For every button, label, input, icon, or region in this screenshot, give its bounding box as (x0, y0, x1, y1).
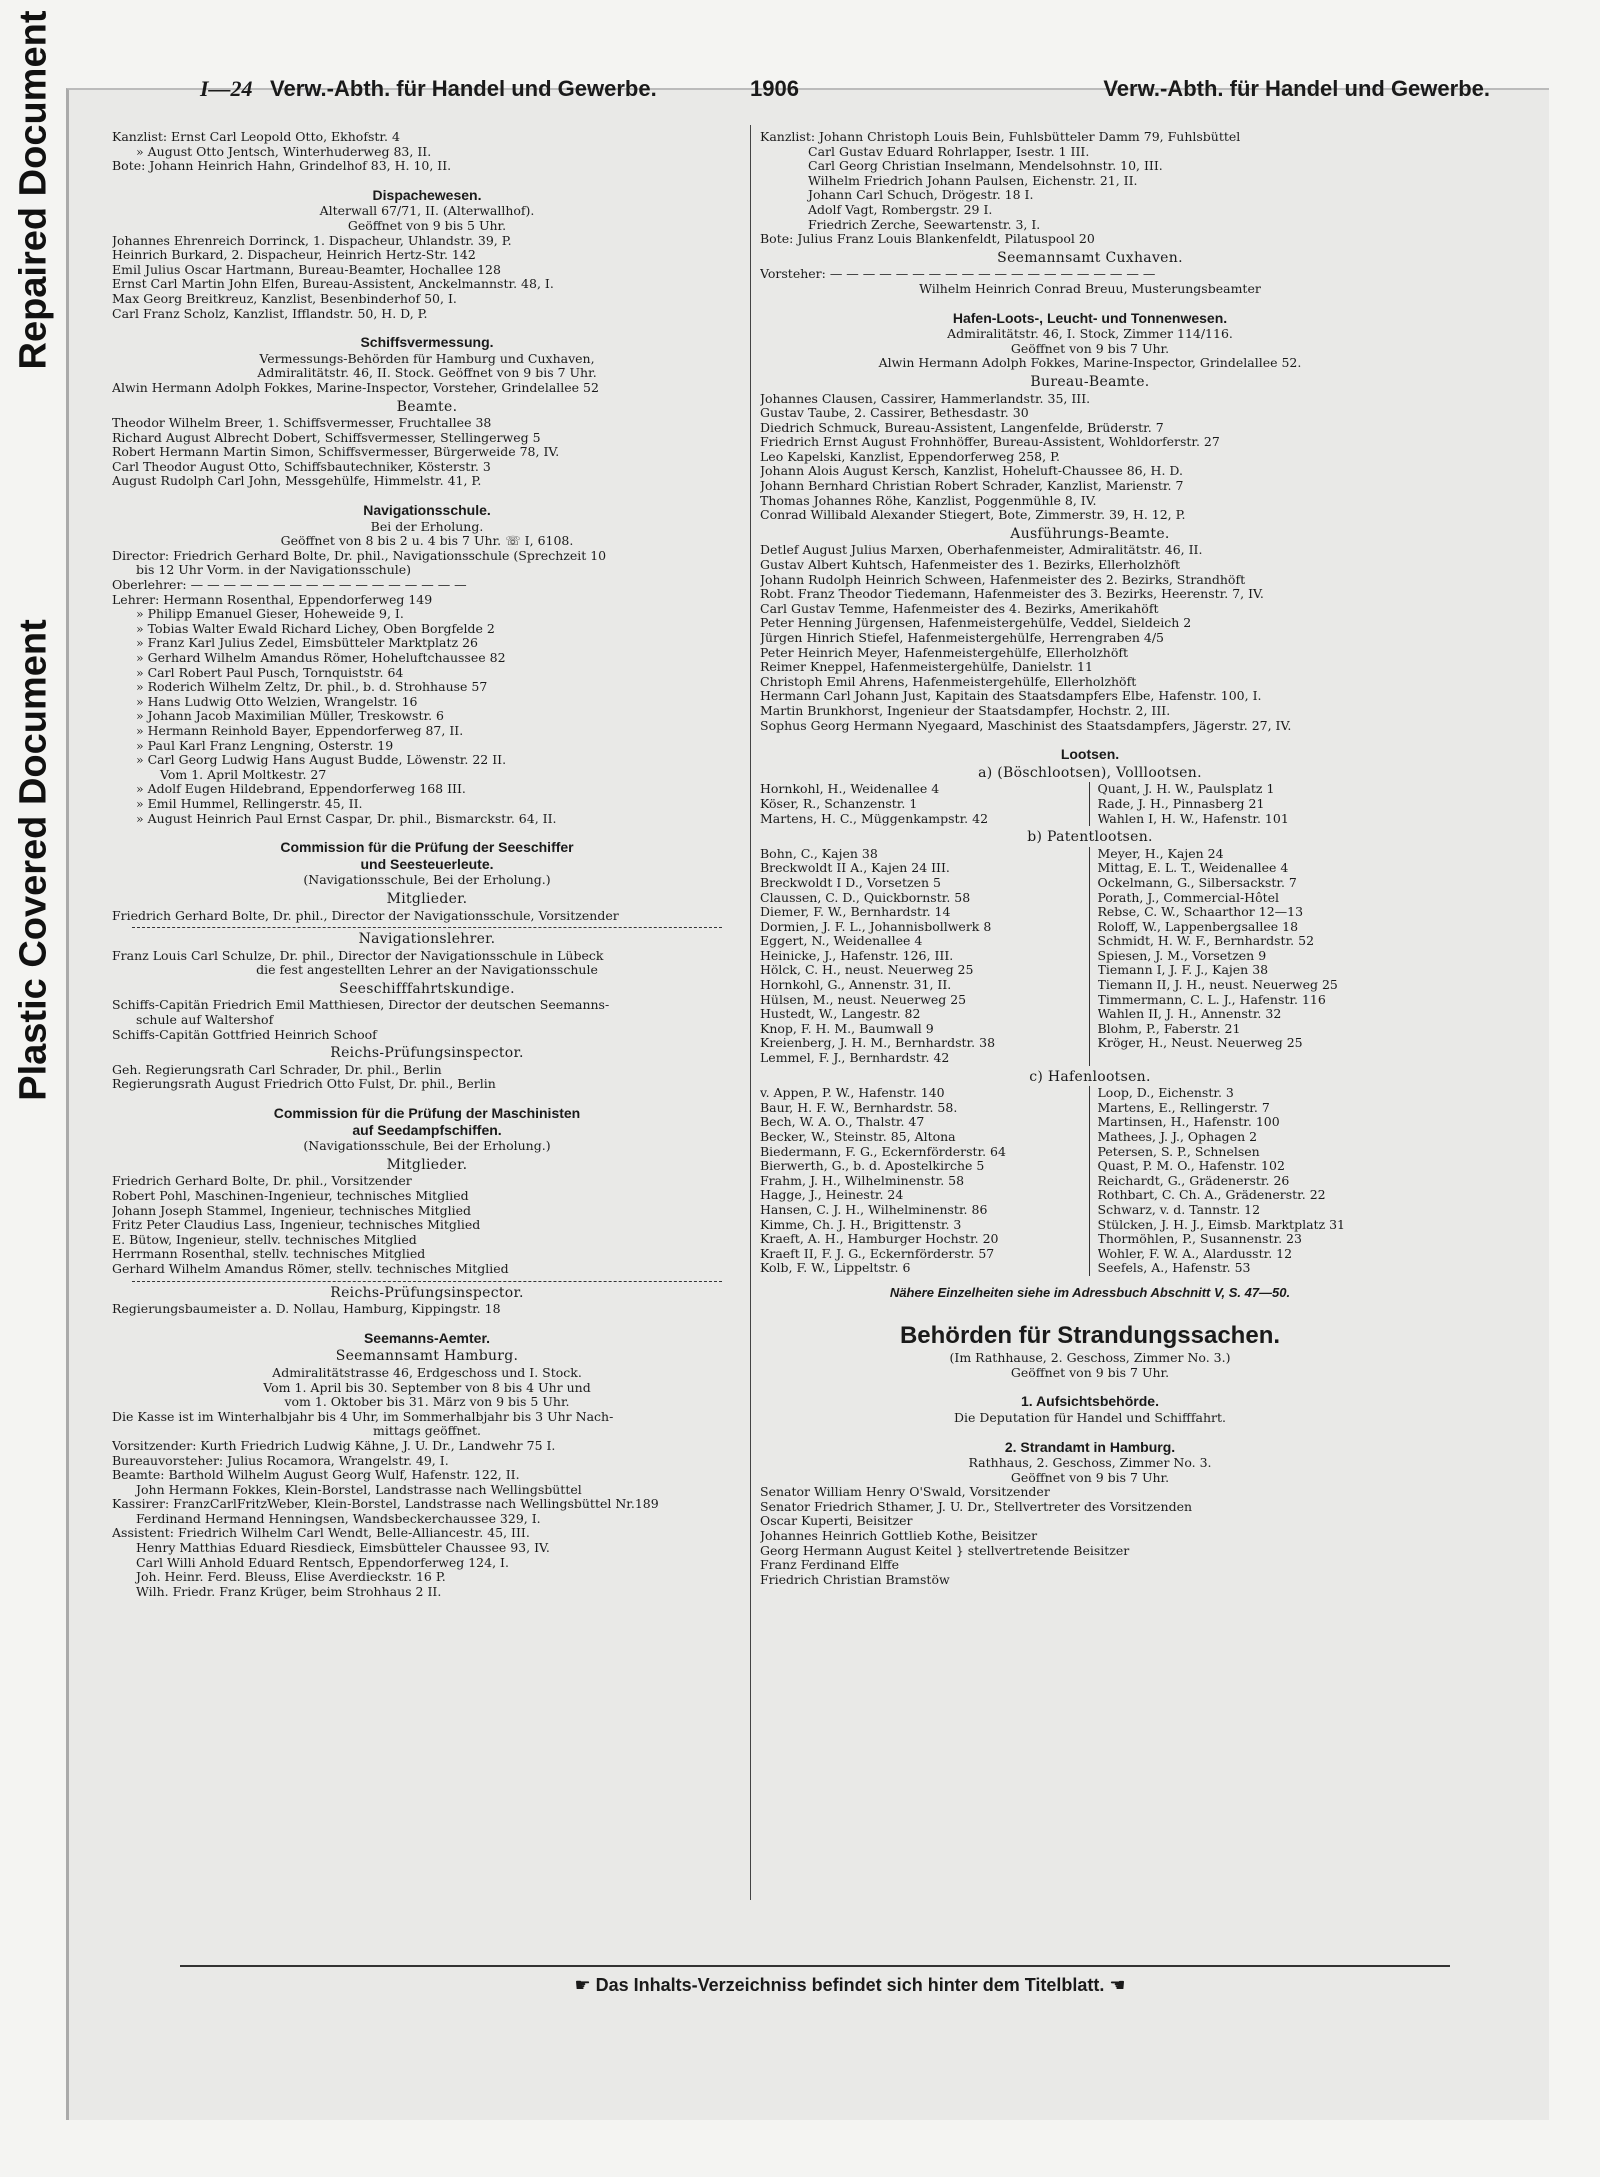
sub-heading: Mitglieder. (386, 890, 468, 907)
centered-line: Alwin Hermann Adolph Fokkes, Marine-Inspector, Grindelallee 52. (878, 355, 1302, 371)
entry-line: » Philipp Emanuel Gieser, Hoheweide 9, I. (136, 607, 404, 622)
entry-line: Thomas Johannes Röhe, Kanzlist, Poggenmühle 8, IV. (760, 493, 1097, 508)
lotsen-a-left (760, 782, 1090, 826)
pilot-entry: Oscar Kuperti, Beisitzer (760, 1514, 913, 1529)
pilot-entry: Kimme, Ch. J. H., Brigittenstr. 3 (760, 1217, 962, 1232)
centered-line: Geöffnet von 8 bis 2 u. 4 bis 7 Uhr. ☏ I, 6108. (280, 533, 574, 549)
sub-heading: Mitglieder. (386, 1156, 468, 1173)
pilot-entry: Martens, H. C., Müggenkampstr. 42 (760, 811, 989, 826)
pilot-entry: Hansen, C. J. H., Wilhelminenstr. 86 (760, 1202, 988, 1217)
pilot-entry: v. Appen, P. W., Hafenstr. 140 (760, 1086, 945, 1101)
entry-line: Ferdinand Hermand Henningsen, Wandsbeckerchaussee 329, I. (136, 1511, 541, 1526)
lotsen-a-list (760, 782, 1420, 826)
entry-line: Wilhelm Friedrich Johann Paulsen, Eichenstr. 21, II. (808, 173, 1138, 188)
sub-heading: Seemannsamt Cuxhaven. (997, 249, 1183, 266)
entry-line: Heinrich Burkard, 2. Dispacheur, Heinrich Hertz-Str. 142 (112, 248, 476, 263)
pilot-entry: Bech, W. A. O., Thalstr. 47 (760, 1115, 925, 1130)
entry-line: » Gerhard Wilhelm Amandus Römer, Hoheluftchaussee 82 (136, 651, 506, 665)
entry-line: Carl Gustav Temme, Hafenmeister des 4. Bezirks, Amerikahöft (760, 601, 1159, 616)
pilot-entry: Breckwoldt I D., Vorsetzen 5 (760, 875, 941, 890)
entry-line: Herrmann Rosenthal, stellv. technisches Mitglied (112, 1247, 426, 1262)
pilot-entry: Quant, J. H. W., Paulsplatz 1 (1097, 782, 1275, 797)
pilot-entry: Georg Hermann August Keitel } stellvertretende Beisitzer (760, 1543, 1130, 1558)
entry-line: Johann Rudolph Heinrich Schween, Hafenmeister des 2. Bezirks, Strandhöft (760, 572, 1246, 587)
pilot-entry: Porath, J., Commercial-Hôtel (1097, 890, 1280, 905)
section-heading: auf Seedampfschiffen. (352, 1121, 502, 1138)
pilot-entry: Kolb, F. W., Lippeltstr. 6 (760, 1261, 911, 1276)
dashed-rule (132, 1281, 722, 1282)
pilot-entry: Quast, P. M. O., Hafenstr. 102 (1097, 1159, 1285, 1174)
sub-heading: Bureau-Beamte. (1030, 373, 1150, 390)
entry-line: Oberlehrer: — — — — — — — — — — — — — — — — — (112, 578, 467, 593)
pilot-entry: Frahm, J. H., Wilhelminenstr. 58 (760, 1173, 965, 1188)
pilot-entry: Baur, H. F. W., Bernhardstr. 58. (760, 1100, 958, 1115)
pilot-entry: Thormöhlen, P., Susannenstr. 23 (1097, 1232, 1302, 1247)
entry-line: » August Heinrich Paul Ernst Caspar, Dr. phil., Bismarckstr. 64, II. (136, 811, 557, 826)
pilot-entry: Köser, R., Schanzenstr. 1 (760, 796, 918, 811)
lotsen-b-list (760, 847, 1420, 1066)
strand-sub2-line: Rathhaus, 2. Geschoss, Zimmer No. 3. (968, 1455, 1212, 1471)
entry-line: Johann Bernhard Christian Robert Schrader, Kanzlist, Marienstr. 7 (760, 479, 1184, 494)
entry-line: » Carl Georg Ludwig Hans August Budde, Löwenstr. 22 II. (136, 753, 507, 768)
pilot-entry: Knop, F. H. M., Baumwall 9 (760, 1021, 934, 1036)
entry-line: Leo Kapelski, Kanzlist, Eppendorferweg 258, P. (760, 449, 1060, 464)
pilot-entry: Tiemann II, J. H., neust. Neuerweg 25 (1097, 978, 1338, 993)
sub-heading: a) (Böschlootsen), Volllootsen. (978, 764, 1202, 781)
entry-line: E. Bütow, Ingenieur, stellv. technisches Mitglied (112, 1232, 417, 1247)
pilot-entry: Reichardt, G., Grädenerstr. 26 (1097, 1173, 1290, 1188)
pilot-entry: Senator William Henry O'Swald, Vorsitzender (760, 1485, 1050, 1500)
entry-line: » August Otto Jentsch, Winterhuderweg 83, II. (136, 144, 432, 159)
entry-line: Carl Theodor August Otto, Schiffsbautechniker, Kösterstr. 3 (112, 459, 491, 474)
pilot-entry: Meyer, H., Kajen 24 (1097, 846, 1224, 861)
entry-line: Peter Heinrich Meyer, Hafenmeistergehülfe, Ellerholzhöft (760, 645, 1128, 660)
entry-line: Kanzlist: Ernst Carl Leopold Otto, Ekhofstr. 4 (112, 130, 400, 144)
side-label-plastic: Plastic Covered Document (12, 619, 55, 1101)
pilot-entry: Rade, J. H., Pinnasberg 21 (1097, 796, 1265, 811)
entry-line: Joh. Heinr. Ferd. Bleuss, Elise Averdieckstr. 16 P. (136, 1570, 446, 1585)
centered-line: Vom 1. April bis 30. September von 8 bis 4 Uhr und (263, 1379, 591, 1395)
entry-line: » Tobias Walter Ewald Richard Lichey, Oben Borgfelde 2 (136, 621, 495, 636)
pilot-entry: Timmermann, C. L. J., Hafenstr. 116 (1097, 992, 1326, 1007)
section-heading: Commission für die Prüfung der Maschinisten (273, 1105, 581, 1122)
pilot-entry: Breckwoldt II A., Kajen 24 III. (760, 861, 950, 876)
entry-line: » Adolf Eugen Hildebrand, Eppendorferweg 168 III. (136, 782, 466, 797)
sub-heading: Reichs-Prüfungsinspector. (330, 1284, 524, 1301)
section-heading: Seemanns-Aemter. (363, 1329, 491, 1346)
centered-line: (Navigationsschule, Bei der Erholung.) (303, 872, 551, 888)
entry-line: Kanzlist: Johann Christoph Louis Bein, Fuhlsbütteler Damm 79, Fuhlsbüttel (760, 130, 1241, 144)
entry-line: Kassirer: FranzCarlFritzWeber, Klein-Borstel, Landstrasse nach Wellingsbüttel Nr.189 (112, 1497, 659, 1512)
pilot-entry: Kreienberg, J. H. M., Bernhardstr. 38 (760, 1036, 996, 1051)
pilot-entry: Martens, E., Rellingerstr. 7 (1097, 1100, 1270, 1115)
entry-line: Carl Franz Scholz, Kanzlist, Ifflandstr. 50, H. D, P. (112, 306, 428, 321)
entry-line: Robert Hermann Martin Simon, Schiffsvermesser, Bürgerweide 78, IV. (112, 445, 560, 460)
entry-line: Detlef August Julius Marxen, Oberhafenmeister, Admiralitätstr. 46, II. (760, 543, 1203, 558)
header-right-title: Verw.-Abth. für Handel und Gewerbe. (1103, 76, 1490, 101)
header-year: 1906 (750, 76, 799, 101)
entry-line: Johannes Clausen, Cassirer, Hammerlandstr. 35, III. (760, 391, 1091, 406)
pilot-entry: Wahlen II, J. H., Annenstr. 32 (1097, 1007, 1282, 1022)
right-column-top (760, 130, 1420, 780)
pilot-entry: Stülcken, J. H. J., Eimsb. Marktplatz 31 (1097, 1217, 1346, 1232)
entry-line: Johann Carl Schuch, Drögestr. 18 I. (808, 188, 1034, 203)
entry-line: Robert Pohl, Maschinen-Ingenieur, technisches Mitglied (112, 1189, 469, 1203)
centered-line: Admiralitätstrasse 46, Erdgeschoss und I. Stock. (272, 1364, 582, 1380)
centered-line: Bei der Erholung. (370, 518, 484, 534)
section-heading: Schiffsvermessung. (360, 334, 494, 351)
section-heading: Navigationsschule. (363, 502, 491, 519)
centered-line: Geöffnet von 9 bis 5 Uhr. (347, 217, 507, 233)
strand-line: Geöffnet von 9 bis 7 Uhr. (1010, 1364, 1170, 1380)
entry-line: August Rudolph Carl John, Messgehülfe, Himmelstr. 41, P. (112, 474, 482, 489)
entry-line: Assistent: Friedrich Wilhelm Carl Wendt, Belle-Alliancestr. 45, III. (112, 1526, 530, 1541)
entry-line: Peter Henning Jürgensen, Hafenmeistergehülfe, Veddel, Sieldeich 2 (760, 616, 1192, 631)
sub-heading: Seeschifffahrtskundige. (339, 980, 515, 997)
pilot-entry: Martinsen, H., Hafenstr. 100 (1097, 1115, 1280, 1130)
pilot-entry: Friedrich Christian Bramstöw (760, 1572, 950, 1587)
header-left-title: Verw.-Abth. für Handel und Gewerbe. (270, 76, 657, 101)
entry-line: » Roderich Wilhelm Zeltz, Dr. phil., b. d. Strohhause 57 (136, 680, 488, 695)
centered-line: Admiralitätstr. 46, II. Stock. Geöffnet von 9 bis 7 Uhr. (257, 365, 597, 381)
entry-line: Robt. Franz Theodor Tiedemann, Hafenmeister des 3. Bezirks, Heerenstr. 7, IV. (760, 587, 1264, 602)
side-label-repaired: Repaired Document (12, 10, 55, 370)
entry-line: Conrad Willibald Alexander Stiegert, Bote, Zimmerstr. 39, H. 12, P. (760, 508, 1186, 523)
entry-line: » Hermann Reinhold Bayer, Eppendorferweg 87, II. (136, 723, 464, 738)
strand-sub2: 2. Strandamt in Hamburg. (1004, 1438, 1176, 1455)
entry-line: Fritz Peter Claudius Lass, Ingenieur, technisches Mitglied (112, 1218, 481, 1233)
entry-line: Max Georg Breitkreuz, Kanzlist, Besenbinderhof 50, I. (112, 291, 457, 306)
section-heading: Commission für die Prüfung der Seeschiffer (280, 839, 574, 856)
entry-line: Emil Julius Oscar Hartmann, Bureau-Beamter, Hochallee 128 (112, 262, 501, 277)
strand-sub1-line: Die Deputation für Handel und Schifffahrt. (954, 1409, 1226, 1425)
centered-line: Vermessungs-Behörden für Hamburg und Cuxhaven, (259, 350, 595, 366)
pilot-entry: Hagge, J., Heinestr. 24 (760, 1188, 904, 1203)
pilot-entry: Eggert, N., Weidenallee 4 (760, 934, 923, 949)
entry-line: Carl Georg Christian Inselmann, Mendelsohnstr. 10, III. (808, 159, 1163, 174)
strand-line: (Im Rathhause, 2. Geschoss, Zimmer No. 3.) (949, 1350, 1231, 1366)
pilot-entry: Hornkohl, H., Weidenallee 4 (760, 782, 940, 797)
entry-line: » Franz Karl Julius Zedel, Eimsbütteler Marktplatz 26 (136, 636, 478, 651)
strand-sub2-line: Geöffnet von 9 bis 7 Uhr. (1010, 1469, 1170, 1485)
entry-line: Ernst Carl Martin John Elfen, Bureau-Assistent, Anckelmannstr. 48, I. (112, 277, 554, 292)
pilot-entry: Petersen, S. P., Schnelsen (1097, 1144, 1260, 1159)
pilot-entry: Hustedt, W., Langestr. 82 (760, 1007, 921, 1022)
entry-line: Johann Joseph Stammel, Ingenieur, technisches Mitglied (112, 1203, 471, 1218)
right-column (760, 130, 1420, 1587)
pilot-entry: Rebse, C. W., Schaarthor 12—13 (1097, 905, 1304, 920)
strand-title: Behörden für Strandungssachen. (899, 1321, 1281, 1349)
entry-line: Richard August Albrecht Dobert, Schiffsvermesser, Stellingerweg 5 (112, 430, 541, 445)
entry-line: Bureauvorsteher: Julius Rocamora, Wrangelstr. 49, I. (112, 1453, 449, 1468)
pilot-entry: Kraeft II, F. J. G., Eckernförderstr. 57 (760, 1246, 995, 1261)
pilot-entry: Bierwerth, G., b. d. Apostelkirche 5 (760, 1159, 985, 1174)
entry-line: Friedrich Gerhard Bolte, Dr. phil., Vorsitzender (112, 1174, 412, 1189)
lotsen-note: Nähere Einzelheiten siehe im Adressbuch Abschnitt V, S. 47—50. (889, 1284, 1291, 1300)
pilot-entry: Schwarz, v. d. Tannstr. 12 (1097, 1202, 1261, 1217)
entry-line: Martin Brunkhorst, Ingenieur der Staatsdampfer, Hochstr. 2, III. (760, 703, 1171, 718)
pilot-entry: Biedermann, F. G., Eckernförderstr. 64 (760, 1144, 1006, 1159)
entry-line: Schiffs-Capitän Gottfried Heinrich Schoof (112, 1027, 377, 1042)
pilot-entry: Blohm, P., Faberstr. 21 (1097, 1021, 1241, 1036)
entry-line: Bote: Julius Franz Louis Blankenfeldt, Pilatuspool 20 (760, 232, 1095, 247)
page-number: I—24 (200, 76, 253, 101)
lotsen-c-title: c) Hafenlootsen. (1029, 1068, 1151, 1085)
pilot-entry: Spiesen, J. M., Vorsetzen 9 (1097, 948, 1267, 963)
entry-line: Hermann Carl Johann Just, Kapitain des Staatsdampfers Elbe, Hafenstr. 100, I. (760, 689, 1262, 704)
entry-line: Wilh. Friedr. Franz Krüger, beim Strohhaus 2 II. (136, 1584, 442, 1599)
pilot-entry: Kröger, H., Neust. Neuerweg 25 (1097, 1036, 1303, 1051)
lotsen-c-right (1098, 1086, 1421, 1276)
pilot-entry: Seefels, A., Hafenstr. 53 (1097, 1261, 1251, 1276)
pilot-entry: Lemmel, F. J., Bernhardstr. 42 (760, 1051, 950, 1066)
strand-sub1: 1. Aufsichtsbehörde. (1021, 1393, 1159, 1410)
footer-rule (180, 1965, 1450, 1967)
pilot-entry: Mittag, E. L. T., Weidenallee 4 (1097, 861, 1289, 876)
centered-line: Alterwall 67/71, II. (Alterwallhof). (319, 203, 535, 219)
pilot-entry: Becker, W., Steinstr. 85, Altona (760, 1130, 956, 1144)
column-divider (750, 125, 751, 1900)
pilot-entry: Diemer, F. W., Bernhardstr. 14 (760, 905, 951, 920)
lotsen-b-title: b) Patentlootsen. (1027, 829, 1153, 846)
entry-line: Alwin Hermann Adolph Fokkes, Marine-Inspector, Vorsteher, Grindelallee 52 (112, 380, 599, 395)
pilot-entry: Rothbart, C. Ch. A., Grädenerstr. 22 (1097, 1188, 1326, 1203)
pilot-entry: Franz Ferdinand Elffe (760, 1558, 900, 1573)
pilot-entry: Hülsen, M., neust. Neuerweg 25 (760, 992, 967, 1007)
dashed-rule (132, 927, 722, 928)
entry-line: Reimer Kneppel, Hafenmeistergehülfe, Danielstr. 11 (760, 660, 1093, 675)
entry-line: Vorsitzender: Kurth Friedrich Ludwig Kähne, J. U. Dr., Landwehr 75 I. (112, 1438, 556, 1453)
centered-line: Geöffnet von 9 bis 7 Uhr. (1010, 340, 1170, 356)
section-heading: Hafen-Loots-, Leucht- und Tonnenwesen. (952, 309, 1228, 326)
centered-line: vom 1. Oktober bis 31. März von 9 bis 5 Uhr. (284, 1394, 570, 1410)
pilot-entry: Claussen, C. D., Quickbornstr. 58 (760, 890, 971, 905)
entry-line: Gerhard Wilhelm Amandus Römer, stellv. technisches Mitglied (112, 1261, 509, 1276)
strand-members (760, 1485, 1420, 1587)
page-header (130, 76, 1490, 106)
pilot-entry: Dormien, J. F. L., Johannisbollwerk 8 (760, 919, 992, 934)
entry-line: Bote: Johann Heinrich Hahn, Grindelhof 83, H. 10, II. (112, 159, 452, 174)
centered-line: mittags geöffnet. (373, 1423, 481, 1439)
pilot-entry: Heinicke, J., Hafenstr. 126, III. (760, 948, 954, 963)
centered-line: (Navigationsschule, Bei der Erholung.) (303, 1138, 551, 1154)
sub-heading: Ausführungs-Beamte. (1010, 525, 1170, 542)
section-heading: und Seesteuerleute. (360, 855, 494, 872)
section-heading: Dispachewesen. (372, 186, 482, 203)
entry-line: bis 12 Uhr Vorm. in der Navigationsschule) (136, 563, 412, 578)
entry-line: Franz Louis Carl Schulze, Dr. phil., Director der Navigationsschule in Lübeck (112, 948, 604, 963)
centered-line: Wilhelm Heinrich Conrad Breuu, Musterungsbeamter (919, 280, 1261, 296)
entry-line: Gustav Taube, 2. Cassirer, Bethesdastr. 30 (760, 406, 1029, 421)
entry-line: Regierungsrath August Friedrich Otto Fulst, Dr. phil., Berlin (112, 1077, 496, 1092)
entry-line: Theodor Wilhelm Breer, 1. Schiffsvermesser, Fruchtallee 38 (112, 416, 492, 431)
entry-line: Vorsteher: — — — — — — — — — — — — — — — — — — — — (760, 267, 1156, 282)
pilot-entry: Mathees, J. J., Ophagen 2 (1097, 1130, 1258, 1144)
pilot-entry: Hölck, C. H., neust. Neuerweg 25 (760, 963, 974, 978)
pilot-entry: Tiemann I, J. F. J., Kajen 38 (1097, 963, 1269, 978)
pilot-entry: Wohler, F. W. A., Alardusstr. 12 (1097, 1246, 1293, 1261)
pilot-entry: Roloff, W., Lappenbergsallee 18 (1097, 919, 1299, 934)
entry-line: Director: Friedrich Gerhard Bolte, Dr. phil., Navigationsschule (Sprechzeit 10 (112, 548, 607, 563)
pilot-entry: Schmidt, H. W. F., Bernhardstr. 52 (1097, 934, 1315, 949)
pilot-entry: Senator Friedrich Sthamer, J. U. Dr., Stellvertreter des Vorsitzenden (760, 1499, 1193, 1514)
sub-heading: Navigationslehrer. (358, 931, 496, 948)
entry-line: Carl Gustav Eduard Rohrlapper, Isestr. 1 III. (808, 144, 1090, 159)
entry-line: » Paul Karl Franz Lengning, Osterstr. 19 (136, 738, 394, 753)
entry-line: Friedrich Ernst August Frohnhöffer, Bureau-Assistent, Wohldorferstr. 27 (760, 435, 1220, 450)
entry-line: Geh. Regierungsrath Carl Schrader, Dr. phil., Berlin (112, 1062, 442, 1077)
left-column (112, 130, 742, 1599)
lotsen-c-list (760, 1086, 1420, 1276)
lotsen-a-right (1098, 782, 1421, 826)
centered-line: die fest angestellten Lehrer an der Navigationsschule (256, 962, 598, 978)
entry-line: Henry Matthias Eduard Riesdieck, Eimsbütteler Chaussee 93, IV. (136, 1541, 550, 1556)
lotsen-c-left (760, 1086, 1090, 1276)
sub-heading: Reichs-Prüfungsinspector. (330, 1045, 524, 1062)
entry-line: Die Kasse ist im Winterhalbjahr bis 4 Uhr, im Sommerhalbjahr bis 3 Uhr Nach- (112, 1409, 614, 1424)
entry-line: Gustav Albert Kuhtsch, Hafenmeister des 1. Bezirks, Ellerholzhöft (760, 558, 1181, 573)
pilot-entry: Bohn, C., Kajen 38 (760, 846, 878, 861)
pilot-entry: Ockelmann, G., Silbersackstr. 7 (1097, 875, 1297, 890)
lotsen-b-left (760, 847, 1090, 1066)
entry-line: Vom 1. April Moltkestr. 27 (160, 767, 327, 782)
sub-heading: Seemannsamt Hamburg. (335, 1348, 519, 1365)
entry-line: Regierungsbaumeister a. D. Nollau, Hamburg, Kippingstr. 18 (112, 1302, 501, 1317)
footer-note: ☛ Das Inhalts-Verzeichniss befindet sich hinter dem Titelblatt. ☚ (574, 1975, 1126, 1995)
pilot-entry: Hornkohl, G., Annenstr. 31, II. (760, 978, 952, 993)
entry-line: Diedrich Schmuck, Bureau-Assistent, Langenfelde, Brüderstr. 7 (760, 420, 1164, 435)
centered-line: Admiralitätstr. 46, I. Stock, Zimmer 114/116. (947, 326, 1233, 342)
entry-line: Jürgen Hinrich Stiefel, Hafenmeistergehülfe, Herrengraben 4/5 (760, 631, 1164, 645)
entry-line: John Hermann Fokkes, Klein-Borstel, Landstrasse nach Wellingsbüttel (136, 1482, 582, 1497)
entry-line: Lehrer: Hermann Rosenthal, Eppendorferweg 149 (112, 592, 433, 607)
entry-line: schule auf Waltershof (136, 1013, 274, 1028)
entry-line: Schiffs-Capitän Friedrich Emil Matthiesen, Director der deutschen Seemanns- (112, 998, 610, 1013)
entry-line: » Johann Jacob Maximilian Müller, Treskowstr. 6 (136, 709, 444, 724)
lotsen-b-right (1098, 847, 1421, 1066)
entry-line: Adolf Vagt, Rombergstr. 29 I. (808, 202, 993, 217)
entry-line: » Emil Hummel, Rellingerstr. 45, II. (136, 796, 363, 811)
entry-line: Beamte: Barthold Wilhelm August Georg Wulf, Hafenstr. 122, II. (112, 1468, 520, 1483)
entry-line: » Hans Ludwig Otto Welzien, Wrangelstr. 16 (136, 694, 418, 709)
entry-line: Friedrich Gerhard Bolte, Dr. phil., Director der Navigationsschule, Vorsitzender (112, 908, 619, 923)
entry-line: Johann Alois August Kersch, Kanzlist, Hoheluft-Chaussee 86, H. D. (760, 464, 1183, 479)
entry-line: Carl Willi Anhold Eduard Rentsch, Eppendorferweg 124, I. (136, 1555, 509, 1570)
entry-line: Johannes Ehrenreich Dorrinck, 1. Dispacheur, Uhlandstr. 39, P. (112, 233, 512, 248)
pilot-entry: Loop, D., Eichenstr. 3 (1097, 1086, 1234, 1101)
pilot-entry: Johannes Heinrich Gottlieb Kothe, Beisitzer (760, 1529, 1038, 1544)
pilot-entry: Kraeft, A. H., Hamburger Hochstr. 20 (760, 1232, 999, 1247)
entry-line: » Carl Robert Paul Pusch, Tornquiststr. 64 (136, 665, 404, 680)
section-heading: Lootsen. (1060, 746, 1120, 763)
entry-line: Friedrich Zerche, Seewartenstr. 3, I. (808, 217, 1041, 232)
entry-line: Sophus Georg Hermann Nyegaard, Maschinist des Staatsdampfers, Jägerstr. 27, IV. (760, 718, 1292, 733)
entry-line: Christoph Emil Ahrens, Hafenmeistergehülfe, Ellerholzhöft (760, 674, 1137, 689)
pilot-entry: Wahlen I, H. W., Hafenstr. 101 (1097, 811, 1289, 826)
sub-heading: Beamte. (396, 398, 458, 415)
